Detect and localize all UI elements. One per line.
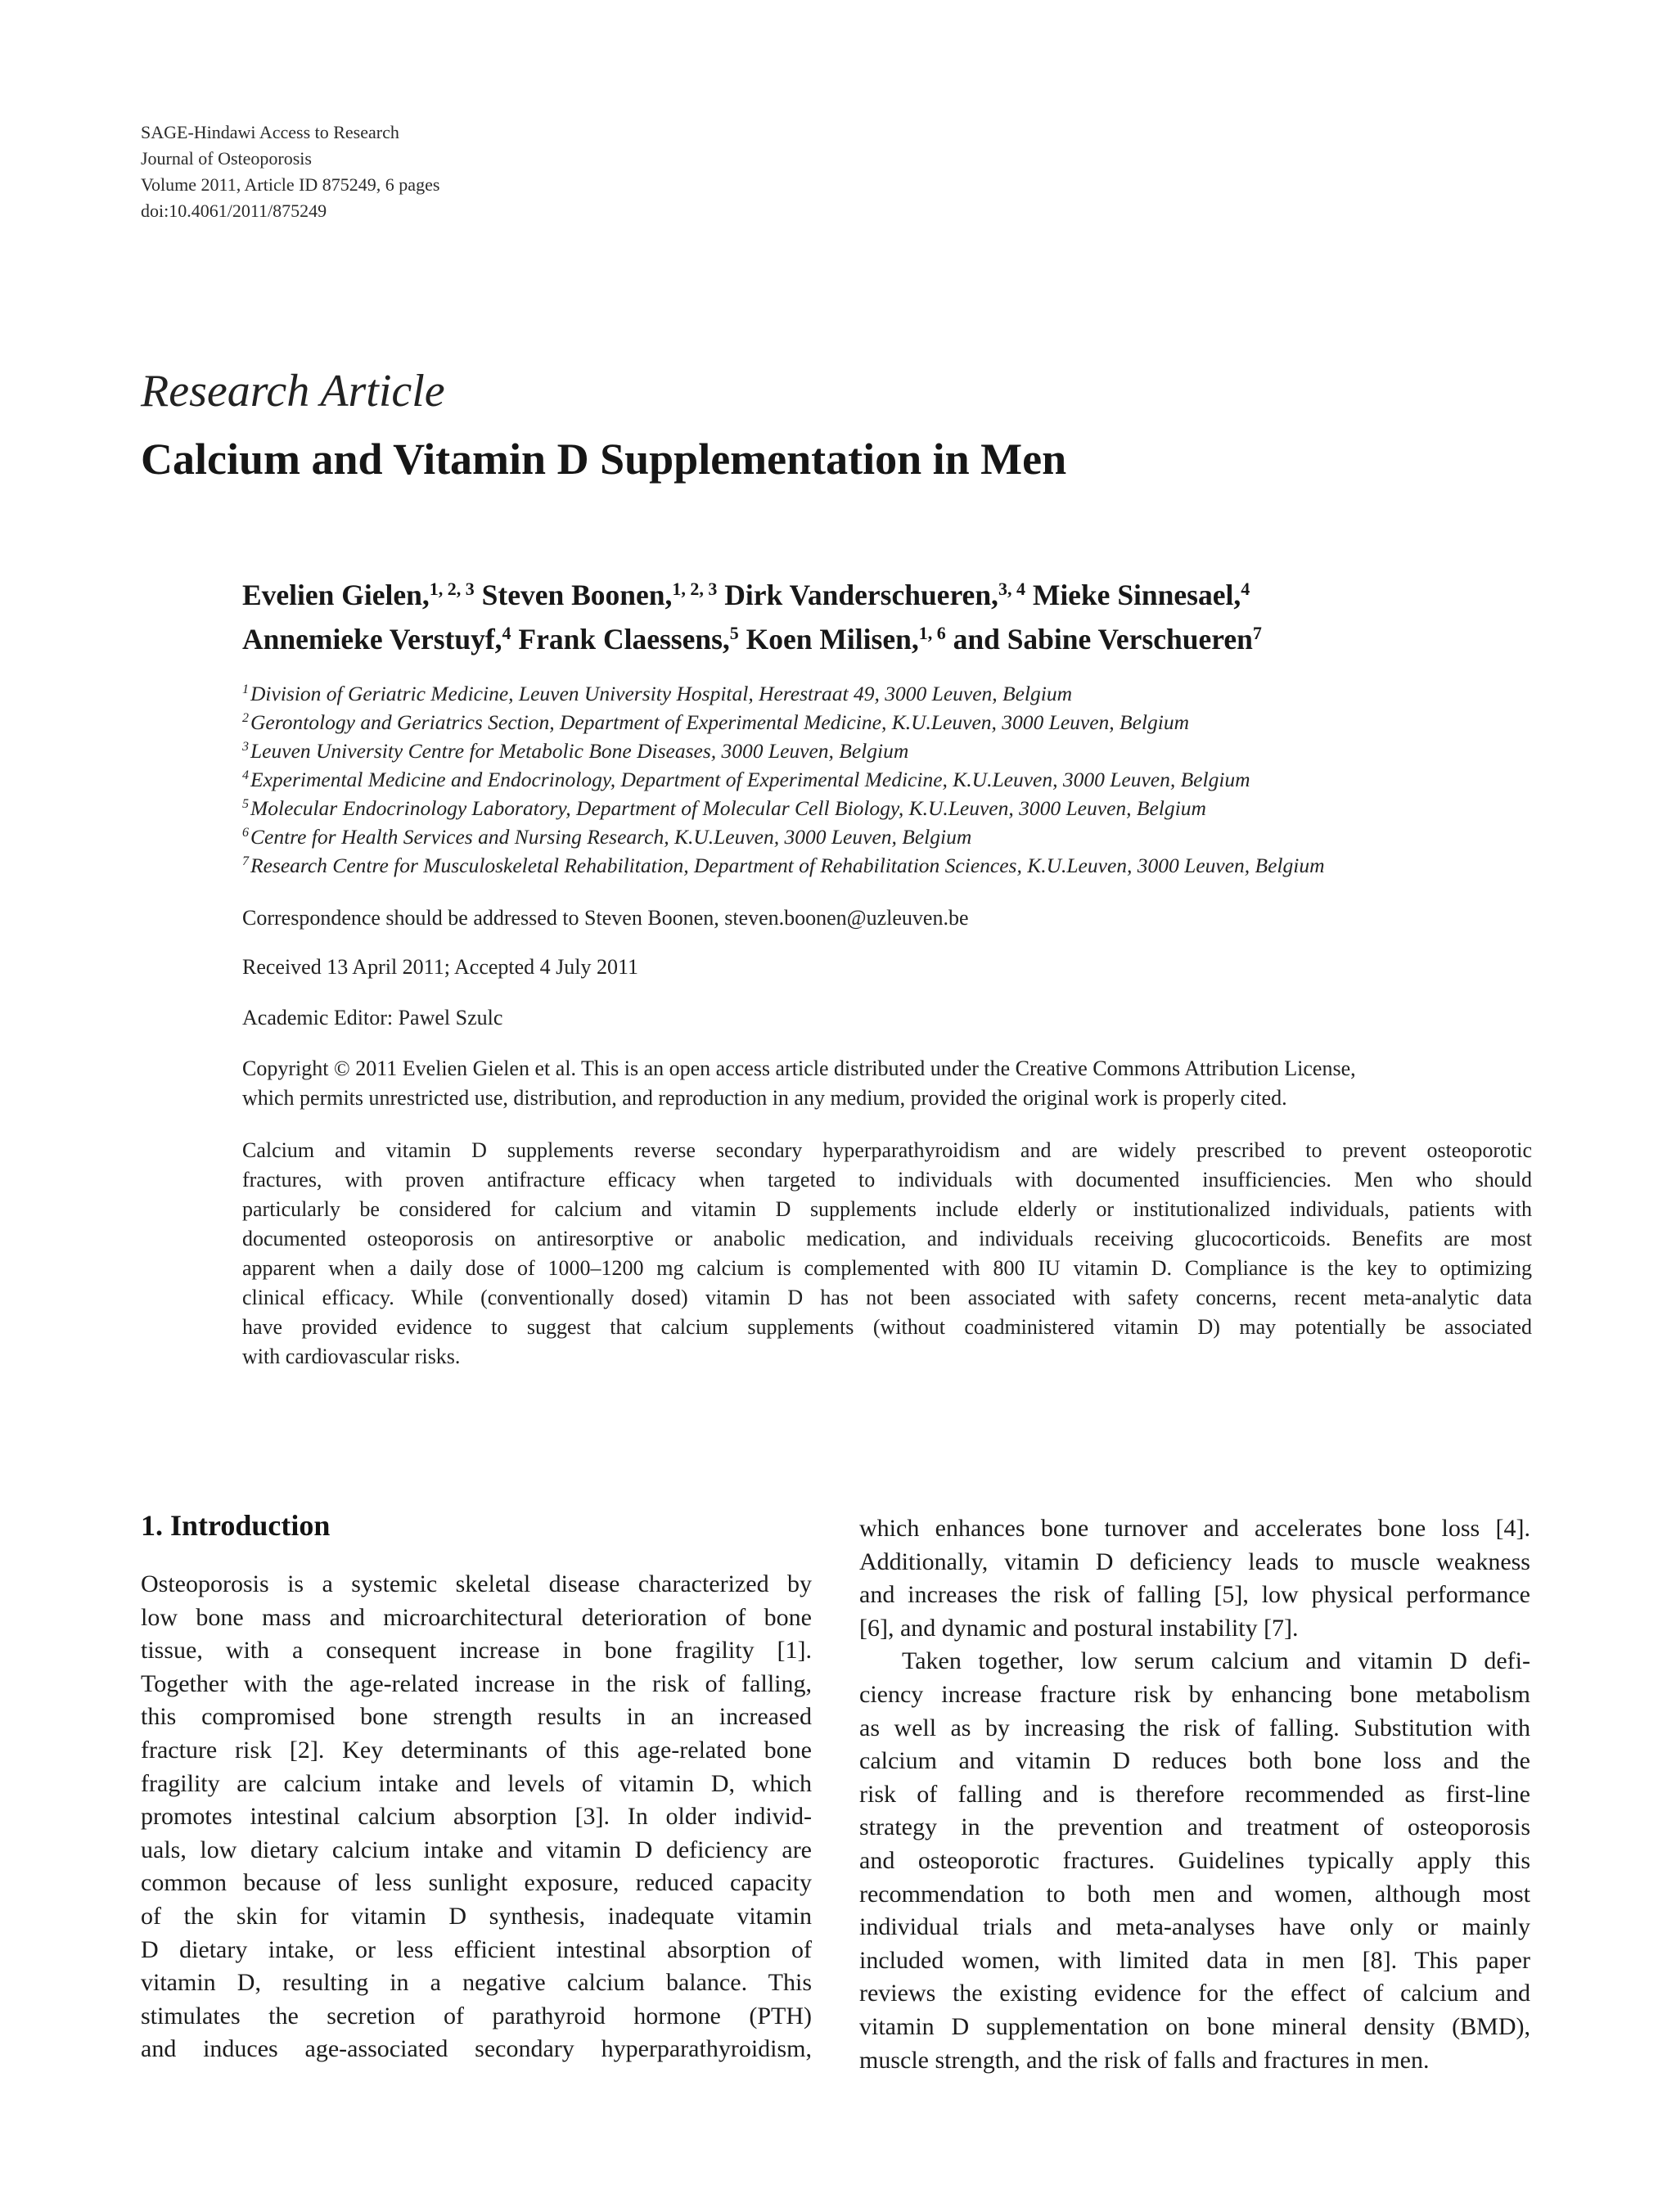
received-line: Received 13 April 2011; Accepted 4 July 2011 [242,955,639,979]
body-line: Together with the age-related increase in the risk of falling, [141,1669,812,1697]
abstract-line: apparent when a daily dose of 1000–1200 mg calcium is complemented with 800 IU vitamin D. Compliance is the key to optimizing [242,1256,1532,1280]
body-line: tissue, with a consequent increase in bone fragility [1]. [141,1637,812,1665]
publisher-line: SAGE-Hindawi Access to Research [141,122,399,142]
body-line: common because of less sunlight exposure, reduced capacity [141,1869,812,1897]
affiliation-text: Molecular Endocrinology Laboratory, Department of Molecular Cell Biology, K.U.Leuven, 3000 Leuven, Belgium [250,796,1206,820]
body-line: Additionally, vitamin D deficiency leads to muscle weakness [859,1547,1530,1575]
volume-line: Volume 2011, Article ID 875249, 6 pages [141,174,440,195]
body-line: muscle strength, and the risk of falls and fractures in men. [859,2046,1430,2074]
affiliation-item [242,737,1552,765]
affiliation-number: 2 [242,711,249,725]
abstract-line: fractures, with proven antifracture efficacy when targeted to individuals with documented insufficiencies. Men who should [242,1168,1532,1192]
body-line: low bone mass and microarchitectural deterioration of bone [141,1603,812,1631]
affiliation-number: 3 [242,740,249,754]
affiliation-item [242,679,1552,708]
body-line: stimulates the secretion of parathyroid hormone (PTH) [141,2002,812,2030]
copyright-line: which permits unrestricted use, distribution, and reproduction in any medium, provided the original work is properly cited. [242,1086,1287,1110]
author-name: Koen Milisen, [746,623,919,655]
abstract-line: documented osteoporosis on antiresorptive or anabolic medication, and individuals receiving glucocorticoids. Benefits are most [242,1227,1532,1250]
affiliation-text: Centre for Health Services and Nursing Research, K.U.Leuven, 3000 Leuven, Belgium [250,825,972,849]
body-line: promotes intestinal calcium absorption [3]. In older individ- [141,1803,812,1831]
body-line: this compromised bone strength results in an increased [141,1703,812,1731]
body-line: and osteoporotic fractures. Guidelines typically apply this [859,1846,1530,1874]
body-column-right [859,1512,1530,2077]
author-affil-sup: 3, 4 [998,579,1025,599]
body-line: fracture risk [2]. Key determinants of this age-related bone [141,1736,812,1764]
affiliation-item [242,851,1552,880]
body-line: Taken together, low serum calcium and vitamin D defi- [902,1647,1530,1675]
body-line: vitamin D supplementation on bone mineral density (BMD), [859,2012,1530,2040]
author-affil-sup: 1, 2, 3 [672,579,718,599]
author-list [242,573,1535,661]
author-name: Frank Claessens, [518,623,730,655]
author-name: Dirk Vanderschueren, [724,579,998,611]
doi-line: doi:10.4061/2011/875249 [141,200,327,221]
author-name: and Sabine Verschueren [953,623,1253,655]
author-affil-sup: 4 [1241,579,1250,599]
affiliation-number: 1 [242,683,249,696]
body-line: of the skin for vitamin D synthesis, inadequate vitamin [141,1902,812,1930]
abstract-line: clinical efficacy. While (conventionally dosed) vitamin D has not been associated with safety concerns, recent meta-analytic data [242,1286,1532,1309]
body-line: ciency increase fracture risk by enhancing bone metabolism [859,1680,1530,1708]
abstract-line: particularly be considered for calcium and vitamin D supplements include elderly or institutionalized individuals, patients with [242,1197,1532,1221]
author-name: Annemieke Verstuyf, [242,623,502,655]
abstract-line: have provided evidence to suggest that calcium supplements (without coadministered vitamin D) may potentially be associated [242,1315,1532,1339]
body-line: Osteoporosis is a systemic skeletal disease characterized by [141,1570,812,1597]
author-line-1 [242,573,1535,617]
body-line: which enhances bone turnover and accelerates bone loss [4]. [859,1515,1530,1542]
copyright-notice [242,1054,1535,1113]
body-line: strategy in the prevention and treatment of osteoporosis [859,1813,1530,1841]
body-line: included women, with limited data in men [8]. This paper [859,1946,1530,1974]
affiliation-number: 7 [242,854,249,868]
author-affil-sup: 4 [502,623,511,643]
affiliation-text: Experimental Medicine and Endocrinology, Department of Experimental Medicine, K.U.Leuven, 3000 Leuven, Belgium [250,768,1250,791]
affiliation-text: Gerontology and Geriatrics Section, Department of Experimental Medicine, K.U.Leuven, 3000 Leuven, Belgium [250,710,1190,734]
author-affil-sup: 1, 6 [918,623,946,643]
body-line: and induces age-associated secondary hyperparathyroidism, [141,2035,812,2063]
affiliation-number: 5 [242,797,249,811]
body-line: vitamin D, resulting in a negative calcium balance. This [141,1969,812,1997]
body-column-left [141,1507,812,2066]
body-line: uals, low dietary calcium intake and vitamin D deficiency are [141,1836,812,1863]
academic-editor-line: Academic Editor: Pawel Szulc [242,1006,503,1029]
journal-name: Journal of Osteoporosis [141,148,312,169]
author-name: Mieke Sinnesael, [1032,579,1241,611]
author-name: Evelien Gielen, [242,579,430,611]
author-line-2 [242,617,1535,661]
body-line: risk of falling and is therefore recommended as first-line [859,1780,1530,1808]
affiliation-list [242,679,1552,880]
article-type: Research Article [141,366,445,417]
affiliation-text: Division of Geriatric Medicine, Leuven University Hospital, Herestraat 49, 3000 Leuven, Belgium [250,682,1073,705]
body-line: and increases the risk of falling [5], low physical performance [859,1581,1530,1609]
author-affil-sup: 5 [729,623,739,643]
body-line: [6], and dynamic and postural instability [7]. [859,1614,1299,1642]
article-title: Calcium and Vitamin D Supplementation in Men [141,435,1067,484]
author-affil-sup: 1, 2, 3 [429,579,475,599]
journal-header [141,119,439,224]
body-line: calcium and vitamin D reduces both bone loss and the [859,1747,1530,1775]
affiliation-text: Research Centre for Musculoskeletal Rehabilitation, Department of Rehabilitation Sciences, K.U.Leuven, 3000 Leuven, Belgium [250,854,1325,877]
body-line: recommendation to both men and women, although most [859,1880,1530,1908]
affiliation-number: 6 [242,826,249,840]
author-affil-sup: 7 [1252,623,1262,643]
affiliation-text: Leuven University Centre for Metabolic Bone Diseases, 3000 Leuven, Belgium [250,739,909,763]
affiliation-item [242,822,1552,851]
section-heading: 1. Introduction [141,1509,331,1542]
body-line: fragility are calcium intake and levels of vitamin D, which [141,1769,812,1797]
affiliation-item [242,708,1552,737]
body-line: as well as by increasing the risk of falling. Substitution with [859,1714,1530,1741]
body-line: D dietary intake, or less efficient intestinal absorption of [141,1935,812,1963]
author-name: Steven Boonen, [481,579,673,611]
affiliation-number: 4 [242,768,249,782]
correspondence-line: Correspondence should be addressed to Steven Boonen, steven.boonen@uzleuven.be [242,906,969,930]
abstract-line: Calcium and vitamin D supplements reverse secondary hyperparathyroidism and are widely prescribed to prevent osteoporotic [242,1138,1532,1162]
body-line: reviews the existing evidence for the effect of calcium and [859,1980,1530,2007]
abstract-line: with cardiovascular risks. [242,1345,461,1368]
abstract [242,1136,1532,1372]
affiliation-item [242,794,1552,822]
copyright-line: Copyright © 2011 Evelien Gielen et al. This is an open access article distributed under the Creative Commons Attribution License, [242,1056,1356,1080]
body-line: individual trials and meta-analyses have only or mainly [859,1913,1530,1941]
affiliation-item [242,765,1552,794]
